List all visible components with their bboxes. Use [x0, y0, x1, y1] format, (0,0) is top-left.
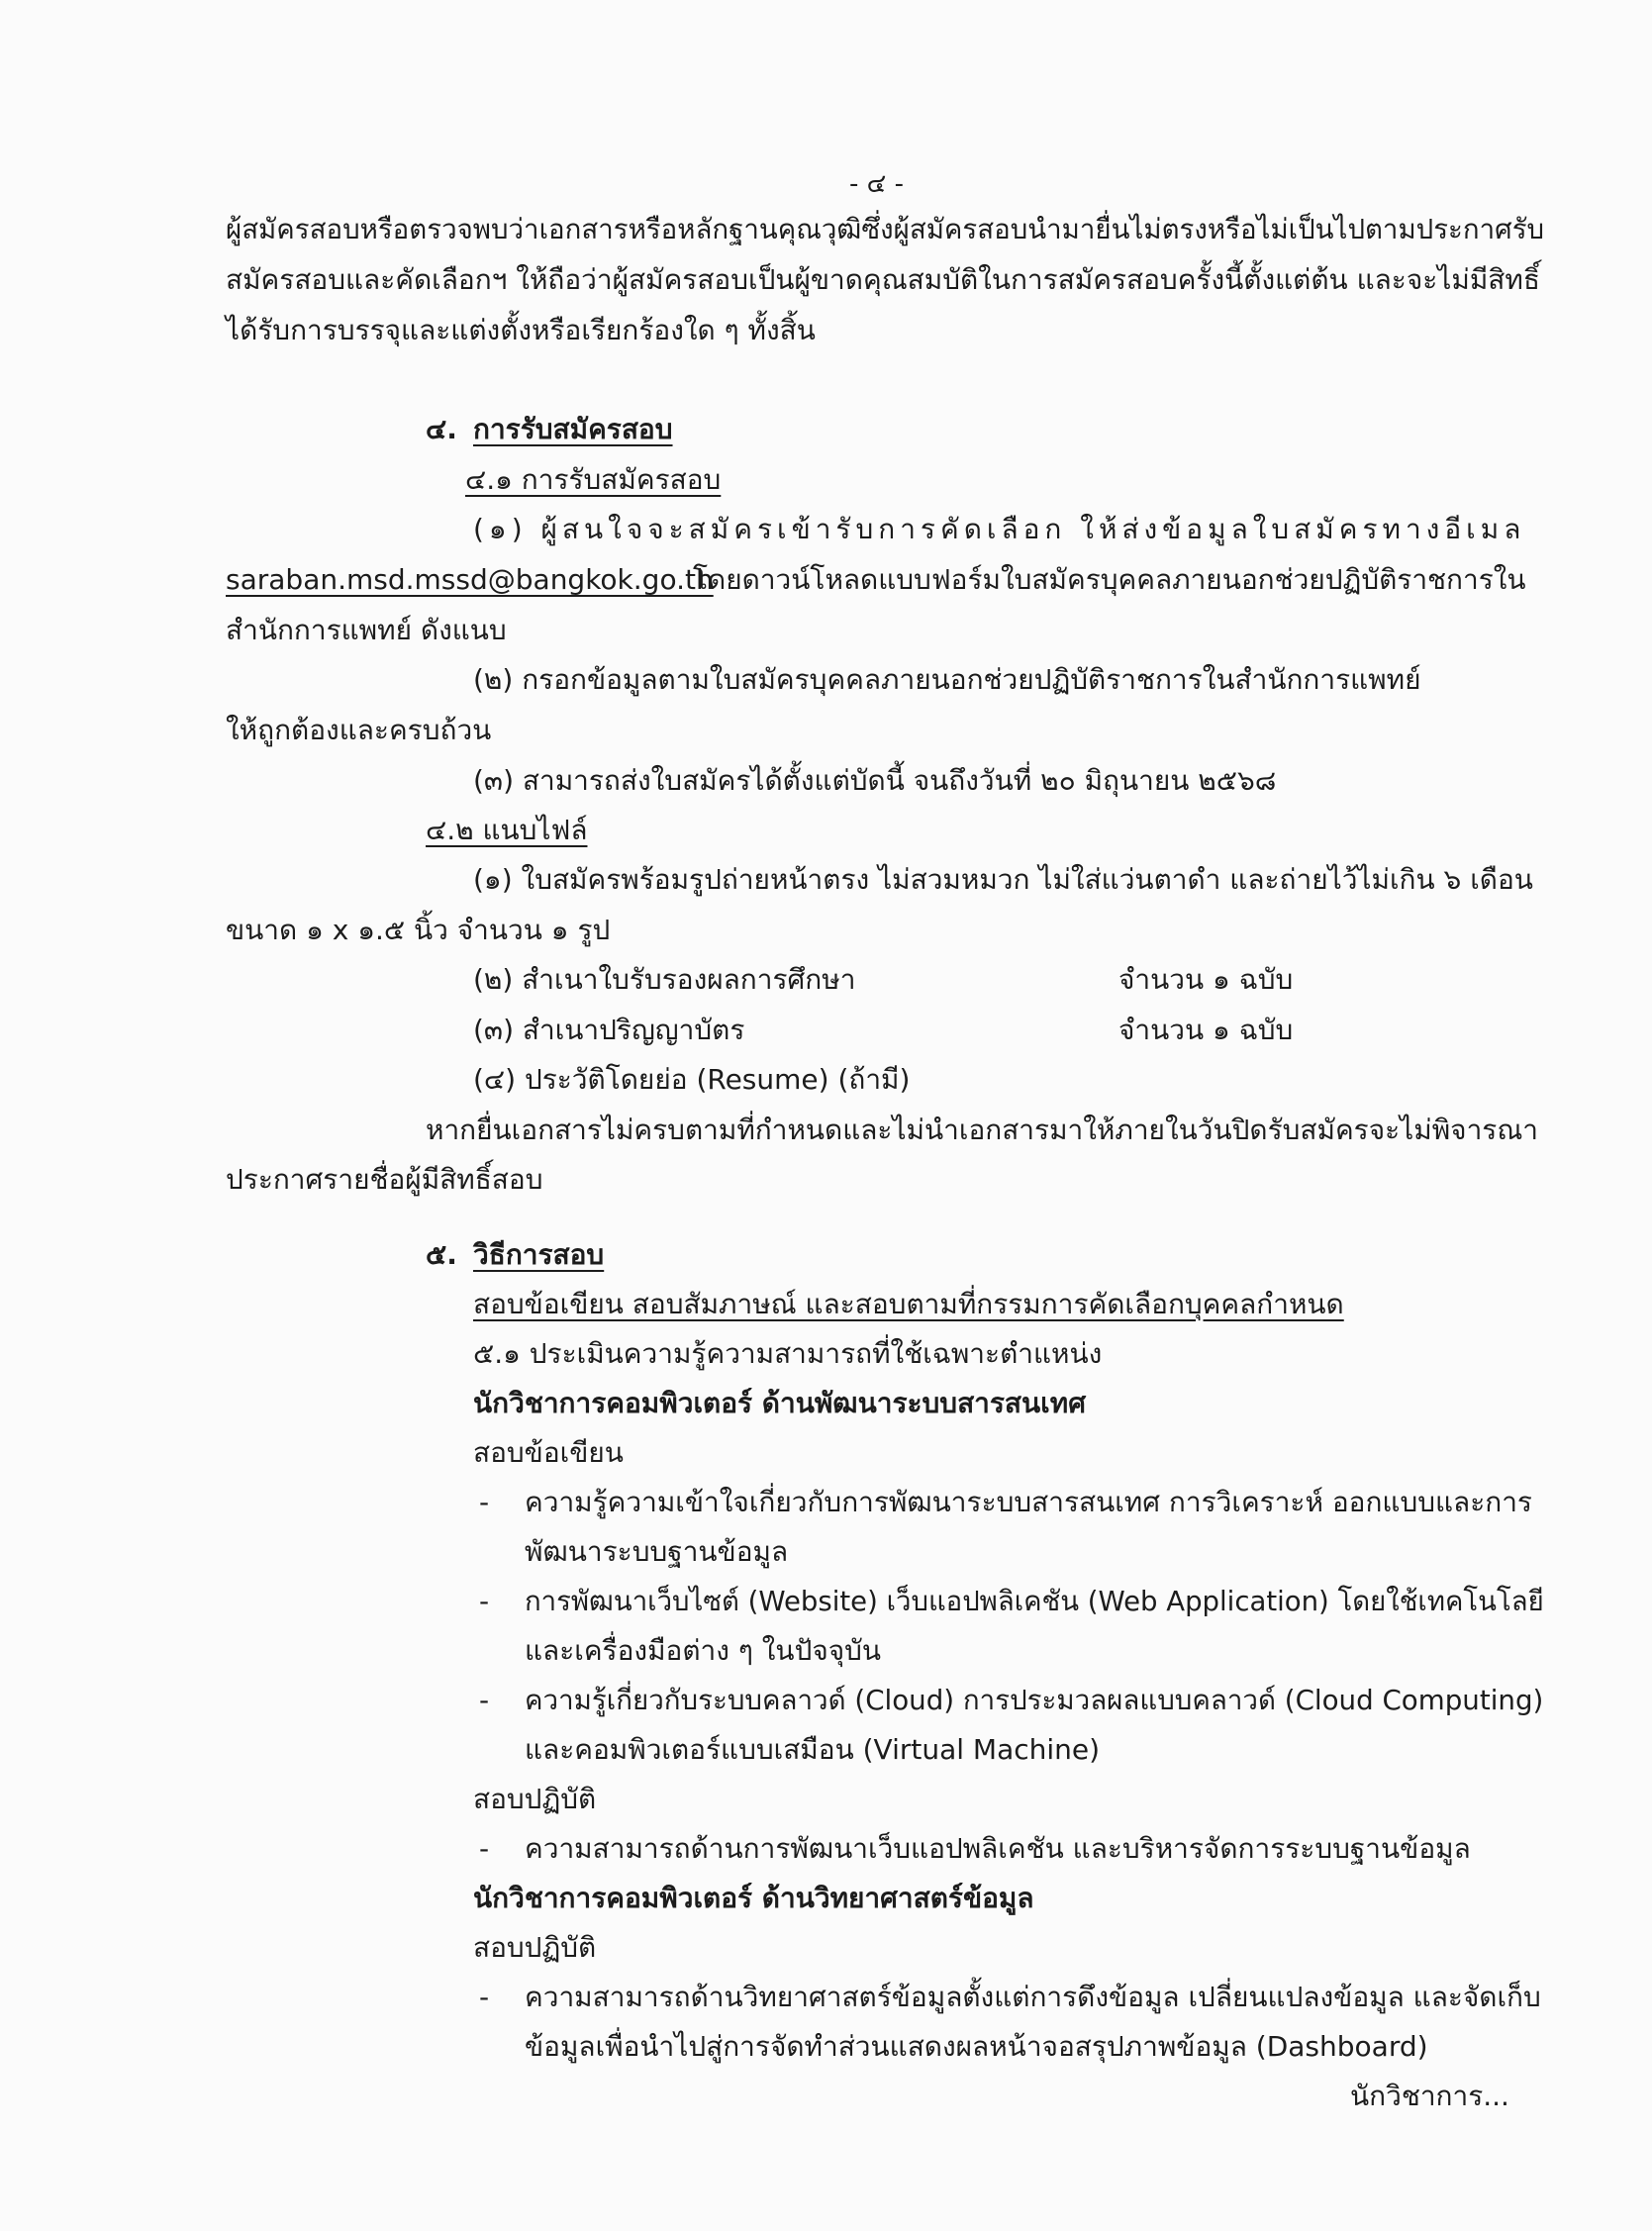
section-4-2-item-3-qty: จำนวน ๑ ฉบับ: [1118, 1014, 1294, 1046]
section-5-number: ๕.: [426, 1238, 457, 1271]
section-4-title: การรับสมัครสอบ: [473, 413, 673, 445]
section-4-2-item-4: (๔) ประวัติโดยย่อ (Resume) (ถ้ามี): [473, 1063, 911, 1096]
section-4-1-item-1-cont: โดยดาวน์โหลดแบบฟอร์มใบสมัครบุคคลภายนอกช่วยปฏิบัติราชการใน: [693, 563, 1526, 596]
section-4-1-item-2: (๒) กรอกข้อมูลตามใบสมัครบุคคลภายนอกช่วยปฏิบัติราชการในสำนักการแพทย์: [473, 663, 1421, 696]
section-4-1-item-1-cont-2: สำนักการแพทย์ ดังแนบ: [226, 614, 507, 646]
section-4-2-item-2: (๒) สำเนาใบรับรองผลการศึกษา: [473, 963, 856, 996]
continued-marker: นักวิชาการ...: [1350, 2080, 1509, 2112]
exam-method: สอบข้อเขียน สอบสัมภาษณ์ และสอบตามที่กรรมการคัดเลือกบุคคลกำหนด: [473, 1288, 1344, 1320]
position-1-written-item-1-cont: พัฒนาระบบฐานข้อมูล: [525, 1535, 789, 1568]
bullet-dash: -: [479, 1684, 490, 1716]
position-2-practical-label: สอบปฏิบัติ: [473, 1931, 597, 1964]
bullet-dash: -: [479, 1832, 490, 1865]
position-1-practical-item-1: ความสามารถด้านการพัฒนาเว็บแอปพลิเคชัน และบริหารจัดการระบบฐานข้อมูล: [525, 1832, 1471, 1865]
position-1-written-item-1: ความรู้ความเข้าใจเกี่ยวกับการพัฒนาระบบสารสนเทศ การวิเคราะห์ ออกแบบและการ: [525, 1486, 1532, 1518]
position-1-practical-label: สอบปฏิบัติ: [473, 1783, 597, 1815]
application-email-link[interactable]: saraban.msd.mssd@bangkok.go.th: [226, 563, 714, 596]
section-4-number: ๔.: [426, 413, 457, 445]
section-4-2-title: ๔.๒ แนบไฟล์: [426, 814, 588, 846]
section-5-1-title: ๕.๑ ประเมินความรู้ความสามารถที่ใช้เฉพาะตำแหน่ง: [473, 1337, 1103, 1370]
section-4-1-item-1: (๑) ผู้สนใจจะสมัครเข้ารับการคัดเลือก ให้ส่งข้อมูลใบสมัครทางอีเมล: [473, 513, 1526, 545]
section-4-2-item-3: (๓) สำเนาปริญญาบัตร: [473, 1014, 745, 1046]
section-4-1-item-3: (๓) สามารถส่งใบสมัครได้ตั้งแต่บัดนี้ จนถึงวันที่ ๒๐ มิถุนายน ๒๕๖๘: [473, 764, 1277, 797]
intro-line-2: สมัครสอบและคัดเลือกฯ ให้ถือว่าผู้สมัครสอบเป็นผู้ขาดคุณสมบัติในการสมัครสอบครั้งนี้ตั้งแต่ต้น และจะไม่มีสิทธิ์: [226, 263, 1540, 296]
section-4-2-item-2-qty: จำนวน ๑ ฉบับ: [1118, 963, 1294, 996]
position-2-practical-item-1-cont: ข้อมูลเพื่อนำไปสู่การจัดทำส่วนแสดงผลหน้าจอสรุปภาพข้อมูล (Dashboard): [525, 2030, 1428, 2063]
intro-line-1: ผู้สมัครสอบหรือตรวจพบว่าเอกสารหรือหลักฐานคุณวุฒิซึ่งผู้สมัครสอบนำมายื่นไม่ตรงหรือไม่เป็นไปตามประกาศรับ: [226, 213, 1545, 245]
position-1-written-item-2: การพัฒนาเว็บไซต์ (Website) เว็บแอปพลิเคชัน (Web Application) โดยใช้เทคโนโลยี: [525, 1585, 1544, 1617]
position-1-written-label: สอบข้อเขียน: [473, 1436, 624, 1469]
position-1-written-item-3-cont: และคอมพิวเตอร์แบบเสมือน (Virtual Machine): [525, 1733, 1101, 1766]
position-2-practical-item-1: ความสามารถด้านวิทยาศาสตร์ข้อมูลตั้งแต่การดึงข้อมูล เปลี่ยนแปลงข้อมูล และจัดเก็บ: [525, 1981, 1541, 2013]
bullet-dash: -: [479, 1486, 490, 1518]
section-5-title: วิธีการสอบ: [473, 1238, 605, 1271]
section-4-2-item-1-cont: ขนาด ๑ x ๑.๕ นิ้ว จำนวน ๑ รูป: [226, 914, 611, 946]
position-2-title: นักวิชาการคอมพิวเตอร์ ด้านวิทยาศาสตร์ข้อมูล: [473, 1882, 1034, 1914]
section-4-1-item-2-cont: ให้ถูกต้องและครบถ้วน: [226, 714, 492, 746]
position-1-title: นักวิชาการคอมพิวเตอร์ ด้านพัฒนาระบบสารสนเทศ: [473, 1387, 1086, 1419]
position-1-written-item-3: ความรู้เกี่ยวกับระบบคลาวด์ (Cloud) การประมวลผลแบบคลาวด์ (Cloud Computing): [525, 1684, 1544, 1716]
position-1-written-item-2-cont: และเครื่องมือต่าง ๆ ในปัจจุบัน: [525, 1634, 882, 1667]
bullet-dash: -: [479, 1981, 490, 2013]
page-number: - ๔ -: [849, 169, 904, 199]
intro-line-3: ได้รับการบรรจุและแต่งตั้งหรือเรียกร้องใด ๆ ทั้งสิ้น: [226, 314, 816, 346]
section-4-1-title: ๔.๑ การรับสมัครสอบ: [465, 463, 722, 496]
bullet-dash: -: [479, 1585, 490, 1617]
section-4-2-note: หากยื่นเอกสารไม่ครบตามที่กำหนดและไม่นำเอกสารมาให้ภายในวันปิดรับสมัครจะไม่พิจารณา: [426, 1114, 1539, 1146]
section-4-2-note-cont: ประกาศรายชื่อผู้มีสิทธิ์สอบ: [226, 1163, 543, 1196]
section-4-2-item-1: (๑) ใบสมัครพร้อมรูปถ่ายหน้าตรง ไม่สวมหมวก ไม่ใส่แว่นตาดำ และถ่ายไว้ไม่เกิน ๖ เดือน: [473, 863, 1533, 896]
